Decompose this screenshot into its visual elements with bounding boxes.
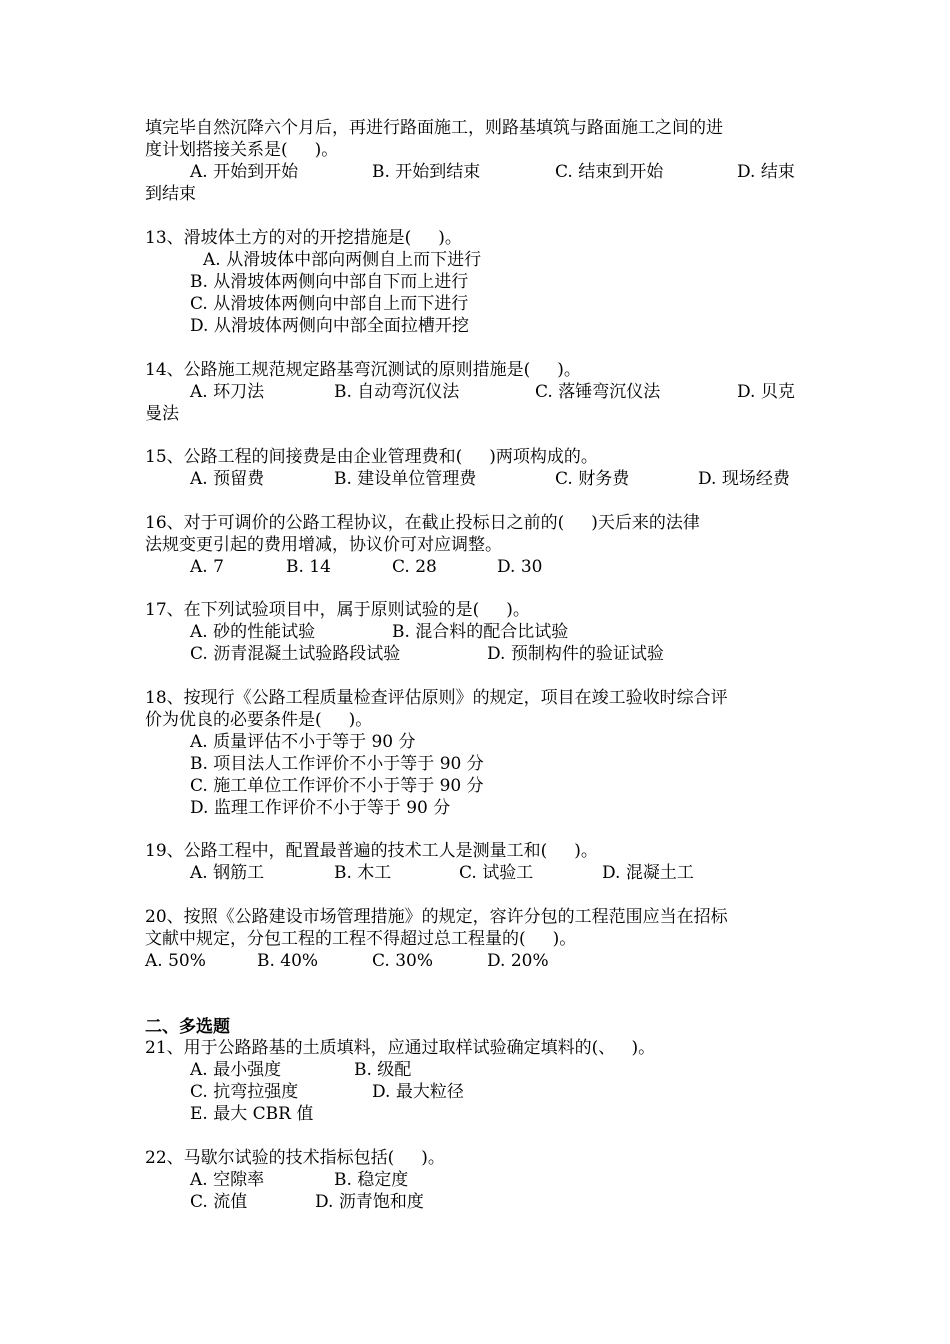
q17-stem: 17、在下列试验项目中，属于原则试验的是( )。	[145, 600, 530, 620]
q16-option-d: D. 30	[497, 557, 543, 577]
q17-option-b: B. 混合料的配合比试验	[392, 622, 569, 642]
q13-option-c: C. 从滑坡体两侧向中部自上而下进行	[190, 294, 469, 314]
q21-stem: 21、用于公路路基的土质填料，应通过取样试验确定填料的(、 )。	[145, 1038, 656, 1058]
q12-option-a: A. 开始到开始	[190, 162, 299, 182]
q17-option-a: A. 砂的性能试验	[190, 622, 316, 642]
q13-option-a: A. 从滑坡体中部向两侧自上而下进行	[203, 250, 482, 270]
q12-option-b: B. 开始到结束	[372, 162, 481, 182]
q13-option-d: D. 从滑坡体两侧向中部全面拉槽开挖	[190, 316, 469, 336]
q21-option-b: B. 级配	[354, 1060, 412, 1080]
q16-stem-line1: 16、对于可调价的公路工程协议，在截止投标日之前的( )天后来的法律	[145, 513, 700, 533]
q20-option-d: D. 20%	[487, 951, 549, 971]
q16-option-c: C. 28	[392, 557, 437, 577]
q19-option-b: B. 木工	[334, 863, 392, 883]
q15-option-d: D. 现场经费	[698, 469, 790, 489]
q16-stem-line2: 法规变更引起的费用增减，协议价可对应调整。	[145, 535, 502, 555]
q17-option-d: D. 预制构件的验证试验	[487, 644, 664, 664]
q21-option-a: A. 最小强度	[190, 1060, 282, 1080]
q14-option-a: A. 环刀法	[190, 382, 265, 402]
q19-option-d: D. 混凝土工	[602, 863, 694, 883]
q14-option-d: D. 贝克	[737, 382, 795, 402]
q13-option-b: B. 从滑坡体两侧向中部自下而上进行	[190, 272, 469, 292]
q22-stem: 22、马歇尔试验的技术指标包括( )。	[145, 1148, 445, 1168]
q15-stem: 15、公路工程的间接费是由企业管理费和( )两项构成的。	[145, 447, 598, 467]
q18-stem-line1: 18、按现行《公路工程质量检查评估原则》的规定，项目在竣工验收时综合评	[145, 688, 728, 708]
q18-option-b: B. 项目法人工作评价不小于等于 90 分	[190, 754, 484, 774]
q20-option-a: A. 50%	[145, 951, 206, 971]
q20-stem-line1: 20、按照《公路建设市场管理措施》的规定，容许分包的工程范围应当在招标	[145, 907, 728, 927]
q12-option-c: C. 结束到开始	[555, 162, 664, 182]
q21-option-d: D. 最大粒径	[372, 1082, 464, 1102]
q18-option-a: A. 质量评估不小于等于 90 分	[190, 732, 416, 752]
q12-option-d-continued: 到结束	[145, 184, 196, 204]
q15-option-a: A. 预留费	[190, 469, 265, 489]
section-heading: 二、多选题	[145, 1017, 230, 1037]
q22-option-d: D. 沥青饱和度	[315, 1192, 424, 1212]
q16-option-b: B. 14	[286, 557, 331, 577]
q13-stem: 13、滑坡体土方的对的开挖措施是( )。	[145, 228, 462, 248]
q18-option-c: C. 施工单位工作评价不小于等于 90 分	[190, 776, 484, 796]
q14-option-c: C. 落锤弯沉仪法	[535, 382, 661, 402]
q19-stem: 19、公路工程中，配置最普遍的技术工人是测量工和( )。	[145, 841, 598, 861]
q20-option-b: B. 40%	[257, 951, 319, 971]
q14-stem: 14、公路施工规范规定路基弯沉测试的原则措施是( )。	[145, 360, 581, 380]
q14-option-b: B. 自动弯沉仪法	[334, 382, 460, 402]
q22-option-a: A. 空隙率	[190, 1170, 265, 1190]
q18-stem-line2: 价为优良的必要条件是( )。	[145, 710, 373, 730]
q12-stem-line1: 填完毕自然沉降六个月后，再进行路面施工，则路基填筑与路面施工之间的进	[145, 118, 723, 138]
q21-option-c: C. 抗弯拉强度	[190, 1082, 299, 1102]
q14-option-d-continued: 曼法	[145, 404, 179, 424]
q19-option-a: A. 钢筋工	[190, 863, 265, 883]
q16-option-a: A. 7	[190, 557, 224, 577]
q15-option-b: B. 建设单位管理费	[334, 469, 477, 489]
q12-option-d: D. 结束	[737, 162, 795, 182]
q19-option-c: C. 试验工	[459, 863, 534, 883]
q18-option-d: D. 监理工作评价不小于等于 90 分	[190, 798, 451, 818]
q20-stem-line2: 文献中规定，分包工程的工程不得超过总工程量的( )。	[145, 929, 577, 949]
q21-option-e: E. 最大 CBR 值	[190, 1104, 314, 1124]
q22-option-c: C. 流值	[190, 1192, 248, 1212]
q12-stem-line2: 度计划搭接关系是( )。	[145, 140, 339, 160]
q22-option-b: B. 稳定度	[334, 1170, 409, 1190]
q20-option-c: C. 30%	[372, 951, 433, 971]
q15-option-c: C. 财务费	[555, 469, 630, 489]
q17-option-c: C. 沥青混凝土试验路段试验	[190, 644, 401, 664]
